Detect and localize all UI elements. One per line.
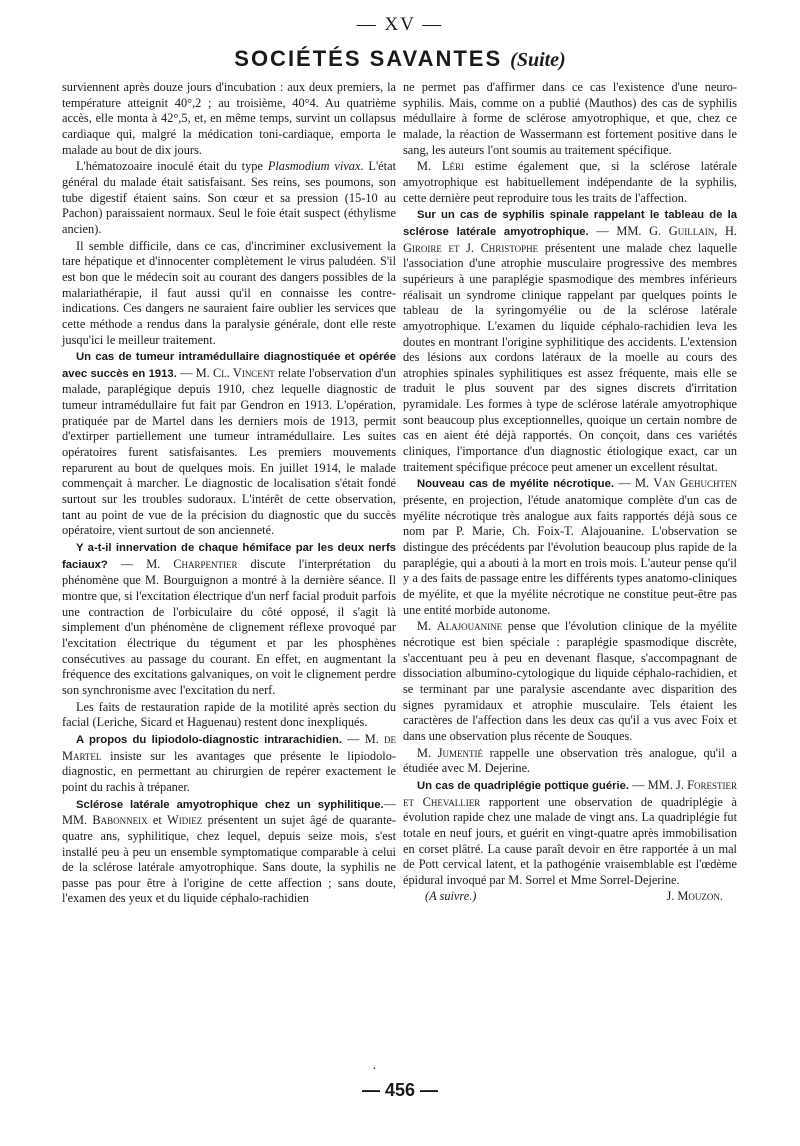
section-title: SOCIÉTÉS SAVANTES — [234, 46, 503, 71]
paragraph: L'hématozoaire inoculé était du type Plasmodium vivax. L'état général du malade était satisfaisant. Ses reins, ses poumons, son tube digestif étaient sains. Son cœur et sa pression (15-10 au Pachon) paraissaient normaux. Seul le foie était suspect (éthylisme ancien). — [62, 159, 396, 236]
section-quadriplegie: Un cas de quadriplégie pottique guérie. — MM. J. Forestier et Chevallier rapportent une observation de quadriplégie à évolution rapide chez une malade de vingt ans. La quadriplégie fut totale en neuf jours, et guérit en vingt-quatre après immobilisation en corset plâtré. La cause paraît devoir en être rapportée à un mal de Pott cervical latent, et la pathogénie vraisemblable est l'œdème épidural invoqué par M. Sorrel et Mme Sorrel-Dejerine. — [403, 777, 737, 887]
section-heading: Y a-t-il innervation de chaque hémiface par les deux nerfs faciaux? — [62, 542, 396, 571]
species-name: Plasmodium vivax — [267, 159, 361, 174]
section-heading: A propos du lipiodolo-diagnostic intrarachidien. — [76, 733, 342, 746]
author-name: J. Forestier et Chevallier — [403, 777, 737, 809]
author-name: Widiez — [167, 813, 203, 828]
author-name: Léri — [441, 159, 464, 174]
signature-line — [403, 889, 737, 905]
author-name: Cl. Vincent — [213, 365, 275, 380]
section-syphilis-spinale: Sur un cas de syphilis spinale rappelant le tableau de la sclérose latérale amyotrophique. — MM. G. Guillain, H. Giroire et J. Christophe présentent une malade chez laquelle l'association d'une atrophie musculaire progressive des membres supérieurs à une paraplégie spasmodique des membres inférieurs réalisait un syndrome clinique rappelant par quelques points le tableau de la syringomyélie ou de la sclérose latérale amyotrophique. L'examen du liquide céphalo-rachidien leva les doutes en montrant l'origine syphilitique des accidents. L'extension des lésions aux cordons latéraux de la moelle au cours des atrophies spinales syphilitiques est assez fréquente, mais elle se traduit le plus souvent par des signes discrets d'irritation pyramidale. Les formes à type de sclérose latérale amyotrophique sont beaucoup plus exceptionnelles, quoique un certain nombre de cas en aient été déjà rapportés. On conçoit, dans ces variétés cliniques, l'importance d'un diagnostic étiologique exact, car un traitement spécifique précoce peut amener un excellent résultat. — [403, 209, 737, 474]
section-lipiodol: A propos du lipiodolo-diagnostic intrarachidien. — M. de Martel insiste sur les avantages que présente le lipiodolo-diagnostic, en permettant au chirurgien de repérer exactement le point du rachis à trépaner. — [62, 731, 396, 794]
paragraph: ne permet pas d'affirmer dans ce cas l'existence d'une neuro-syphilis. Mais, comme on a publié (Mauthos) des cas de syphilis médullaire à forme de sclérose amyotrophique, et que, chez ce malade, la réaction de Wassermann est fortement positive dans le sang, les auteurs l'ont soumis au traitement spécifique. — [403, 80, 737, 157]
left-column — [62, 80, 396, 908]
section-sclerose: Sclérose latérale amyotrophique chez un syphilitique.— MM. Babonneix et Widiez présentent un sujet âgé de quarante-quatre ans, syphilitique, chez lequel, depuis seize mois, s'est installé peu à peu un ensemble symptomatique comparable à celui de la sclérose latérale amyotrophique. Sans doute, la syphilis ne passe pas pour être à l'origine de cette affection ; sans doute, l'examen des yeux et du liquide céphalo-rachidien — [62, 796, 396, 906]
section-heading: Sclérose latérale amyotrophique chez un syphilitique. — [76, 798, 384, 811]
section-heading: Un cas de quadriplégie pottique guérie. — [417, 779, 630, 792]
section-suite: (Suite) — [510, 49, 566, 71]
paragraph: Il semble difficile, dans ce cas, d'incriminer exclusivement la tare hépatique et d'innocenter complètement le virus paludéen. S'il est bon que le médecin soit au courant des dangers possibles de la malariathérapie, il faut aussi qu'il en connaisse les contre-indications. Ces dangers ne sauraient faire oublier les services que cette méthode a rendus dans la paralysie générale, dont elle reste jusqu'ici le meilleur traitement. — [62, 238, 396, 347]
author-name: Jumentié — [437, 745, 483, 760]
roman-page-number: — XV — — [356, 14, 444, 35]
section-header — [0, 46, 800, 72]
paragraph: M. Léri estime également que, si la sclérose latérale amyotrophique est habituellement indépendante de la syphilis, cette dernière peut reproduire tous les traits de l'affection. — [403, 159, 737, 205]
paragraph: Les faits de restauration rapide de la motilité après section du facial (Leriche, Sicard et Haguenau) restent donc inexpliqués. — [62, 699, 396, 730]
author-name: de Martel — [62, 731, 396, 763]
author-signature: J. Mouzon. — [666, 889, 723, 904]
section-myelite: Nouveau cas de myélite nécrotique. — M. Van Gehuchten présente, en projection, l'étude anatomique complète d'un cas de myélite nécrotique très analogue aux faits rapportés déjà sous ce nom par P. Marie, Ch. Foix-T. Alajouanine. L'observation se distingue des précédents par l'évolution beaucoup plus rapide de la paraplégie, qui a abouti à la mort en trois mois. L'auteur pense qu'il y a des faits de passage entre les différents types anatomo-cliniques de myélite, et que la myélite nécrotique ne constitue peut-être pas une entité morbide autonome. — [403, 476, 737, 617]
author-name: Van Gehuchten — [653, 476, 737, 491]
paragraph: surviennent après douze jours d'incubation : aux deux premiers, la température atteignit 40°,2 ; au troisième, 40°4. Au quatrième accès, elle monta à 42°,5, et, en même temps, survint un collapsus cardiaque qui, malgré la médication toni-cardiaque, emporta le malade au bout de dix jours. — [62, 80, 396, 157]
print-mark: · — [372, 1062, 377, 1077]
section-heading: Sur un cas de syphilis spinale rappelant le tableau de la sclérose latérale amyotrophique. — [403, 209, 737, 238]
section-heading: Un cas de tumeur intramédullaire diagnostiquée et opérée avec succès en 1913. — [62, 351, 396, 380]
author-name: G. Guillain, H. Giroire et J. Christophe — [403, 223, 737, 255]
right-column — [403, 80, 737, 905]
section-nerfs-faciaux: Y a-t-il innervation de chaque hémiface par les deux nerfs faciaux? — M. Charpentier discute l'interprétation du phénomène que M. Bourguignon a montré à la dernière séance. Il montre que, si l'excitation électrique d'un nerf facial produit parfois une contraction de l'orbiculaire du côté opposé, il s'agit là simplement d'un phénomène de clignement réflexe provoqué par l'excitation électrique du tégument et par les phosphènes consécutives au passage du courant. En effet, en augmentant la fréquence des excitations galvaniques, on voit le clignement perdre son synchronisme avec l'excitation du nerf. — [62, 542, 396, 697]
author-name: Alajouanine — [436, 619, 503, 634]
continued-note: (A suivre.) — [425, 889, 477, 904]
author-name: Babonneix — [92, 813, 148, 828]
section-tumeur: Un cas de tumeur intramédullaire diagnostiquée et opérée avec succès en 1913. — M. Cl. Vincent relate l'observation d'un malade, paraplégique depuis 1910, chez lequelle diagnostic de tumeur intramédullaire fut fait par Gendron en 1913. L'opération, pratiquée par de Martel dans les derniers mois de 1913, permit d'extirper partiellement une tumeur intramédullaire. Les suites opératoires furent satisfaisantes. Les premiers mouvements reparurent au bout de quelques mois. En juillet 1914, le malade commençait à marcher. Le diagnostic de localisation s'était fondé surtout sur les troubles sudoraux. L'intérêt de cette observation, tant au point de vue de la précision du diagnostic que du succès opératoire, vient surtout de son ancienneté. — [62, 351, 396, 538]
paragraph: M. Jumentié rappelle une observation très analogue, qu'il a étudiée avec M. Dejerine. — [403, 745, 737, 776]
page-number: — 456 — — [361, 1080, 439, 1100]
paragraph: M. Alajouanine pense que l'évolution clinique de la myélite nécrotique est bien spéciale : paraplégie spasmodique discrète, s'accentuant peu à peu en devenant flasque, s'accompagnant de dissociation albumino-cytologique du liquide céphalo-rachidien, et se terminant par une paralysie ascendante avec disparition des signes pyramidaux et atrophie musculaire. Tels étaient les caractères de l'affection dans les deux cas qu'il a vus avec Foix et dans une observation plus récente de Souques. — [403, 619, 737, 743]
author-name: Charpentier — [173, 556, 238, 571]
section-heading: Nouveau cas de myélite nécrotique. — [417, 478, 615, 491]
